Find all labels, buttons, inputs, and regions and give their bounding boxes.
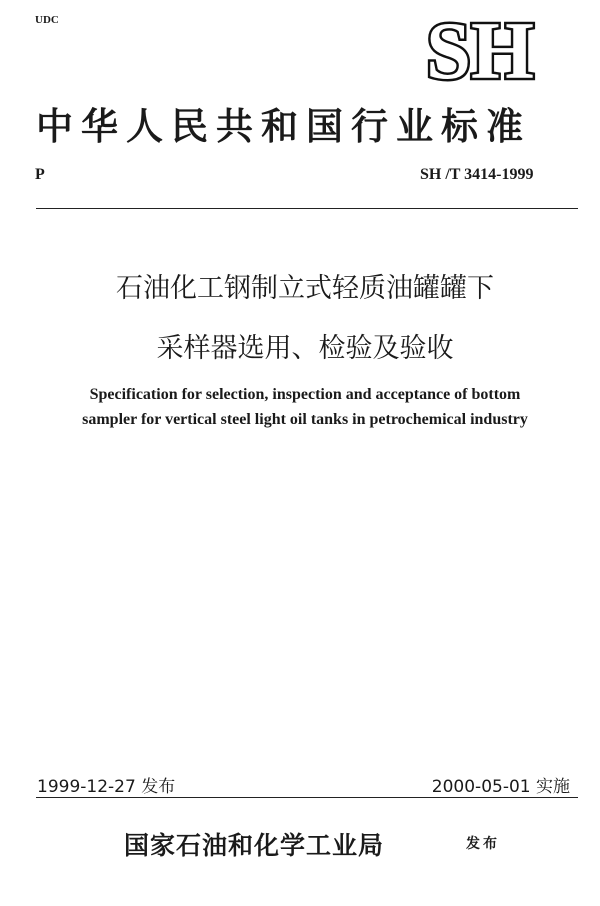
issuing-action: 发布 [466, 836, 500, 852]
bottom-divider [36, 797, 578, 798]
udc-label: UDC [35, 14, 59, 26]
implementation-date: 2000-05-01 实施 [431, 777, 570, 797]
sh-logo [424, 14, 536, 86]
national-standard-title: 中华人民共和国行业标准 [36, 105, 531, 148]
issue-date: 1999-12-27 发布 [37, 777, 176, 797]
chinese-title-line-2: 采样器选用、检验及验收 [156, 333, 454, 364]
standard-number: SH /T 3414-1999 [420, 166, 534, 183]
top-divider [36, 208, 578, 209]
english-title-line-1: Specification for selection, inspection and acceptance of bottom [89, 386, 521, 403]
issuing-organization: 国家石油和化学工业局 [124, 831, 385, 860]
classification-code: P [35, 166, 45, 183]
chinese-title-line-1: 石油化工钢制立式轻质油罐罐下 [116, 273, 494, 304]
svg-text:SH: SH [426, 14, 534, 86]
english-title-line-2: sampler for vertical steel light oil tanks in petrochemical industry [82, 411, 528, 428]
